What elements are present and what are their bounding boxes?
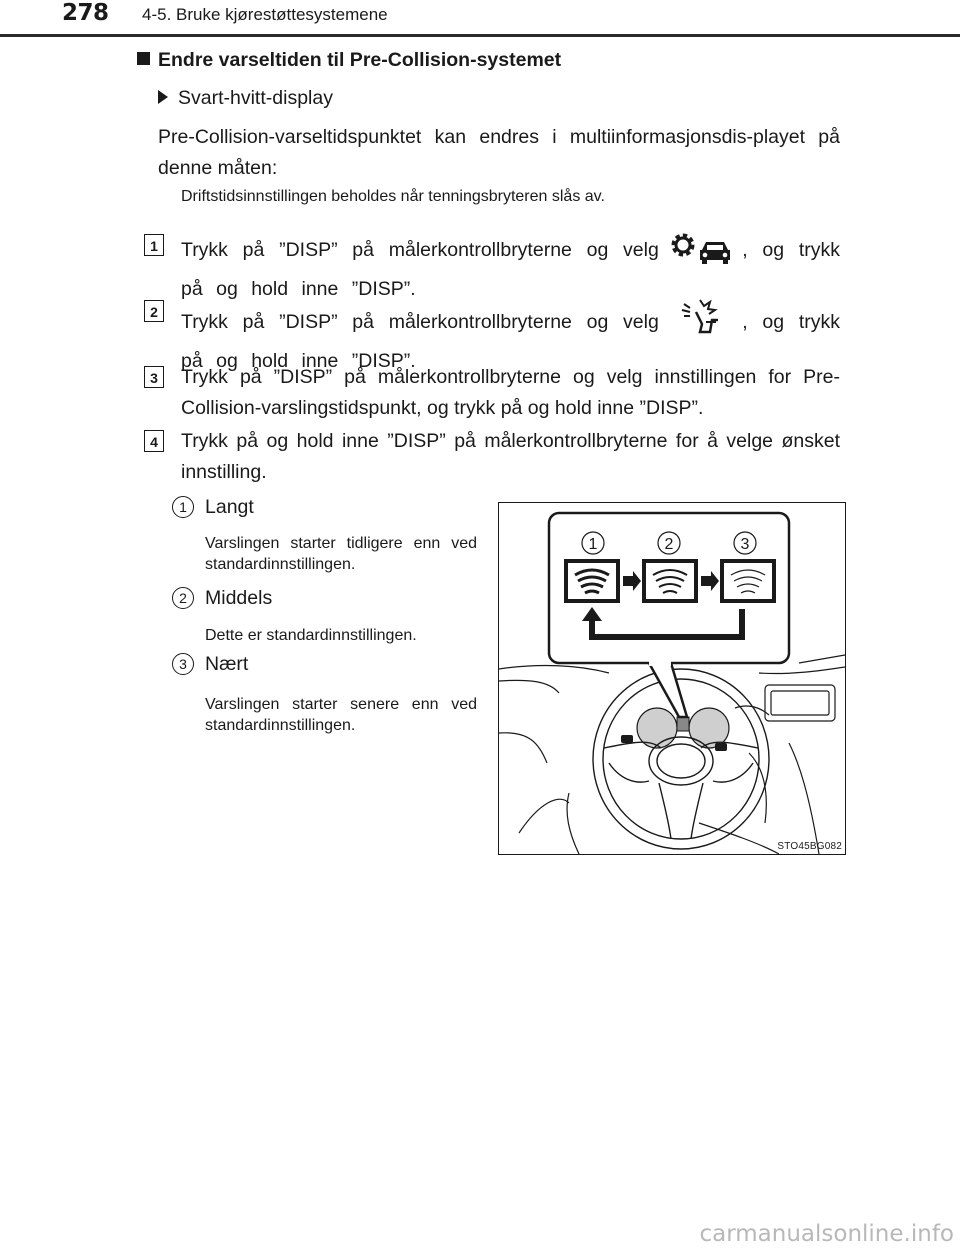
square-bullet-icon [137, 52, 150, 65]
step-number: 4 [144, 430, 164, 452]
option-number: 2 [172, 587, 194, 609]
watermark: carmanualsonline.info [699, 1221, 954, 1247]
display-type-text: Svart-hvitt-display [178, 87, 333, 109]
option-title: Middels [205, 587, 273, 609]
note-text: Driftstidsinnstillingen beholdes når tenningsbryteren slås av. [181, 188, 605, 205]
collision-warning-icon [666, 296, 736, 346]
step-number: 2 [144, 300, 164, 322]
option-description: Varslingen starter senere enn ved standardinnstillingen. [205, 696, 477, 734]
step-number: 1 [144, 234, 164, 256]
step-text-part: , og trykk på og hold inne ”DISP”. [181, 311, 841, 372]
intro-paragraph: Pre-Collision-varseltidspunktet kan endres i multiinformasjonsdis-playet på denne måten: [158, 126, 840, 179]
step-text: Trykk på ”DISP” på målerkontrollbryterne og velg innstillingen for Pre-Collision-varslingstidspunkt, og trykk på og hold inne ”DISP”. [181, 366, 840, 419]
option-number: 3 [172, 653, 194, 675]
display-type-label [158, 87, 333, 110]
page-number: 278 [62, 0, 109, 26]
step-number: 3 [144, 366, 164, 388]
step-text-part: Trykk på ”DISP” på målerkontrollbryterne og velg [181, 311, 659, 333]
triangle-bullet-icon [158, 90, 168, 104]
figure-callout-2: 2 [664, 536, 674, 553]
option-title: Langt [205, 496, 254, 518]
figure-callout-1: 1 [588, 536, 598, 553]
option-description: Varslingen starter tidligere enn ved standardinnstillingen. [205, 535, 477, 573]
dashboard-drawing [499, 503, 845, 854]
option-number: 1 [172, 496, 194, 518]
step-text-part: , og trykk på og hold inne ”DISP”. [181, 239, 841, 300]
figure-callout-3: 3 [740, 536, 750, 553]
section-heading [137, 49, 561, 72]
option-description: Dette er standardinnstillingen. [205, 627, 417, 644]
step-text-part: Trykk på ”DISP” på målerkontrollbryterne og velg [181, 239, 659, 261]
section-heading-text: Endre varseltiden til Pre-Collision-systemet [158, 49, 562, 71]
figure-code: STO45BG082 [777, 841, 842, 852]
page-header [0, 0, 960, 40]
header-rule [0, 34, 960, 37]
chapter-title: 4-5. Bruke kjørestøttesystemene [142, 5, 388, 24]
option-title: Nært [205, 653, 249, 675]
settings-car-icon [666, 230, 736, 274]
step-text: Trykk på og hold inne ”DISP” på målerkontrollbryterne for å velge ønsket innstilling. [181, 430, 840, 483]
dashboard-illustration [498, 502, 846, 855]
step-text [181, 230, 840, 305]
